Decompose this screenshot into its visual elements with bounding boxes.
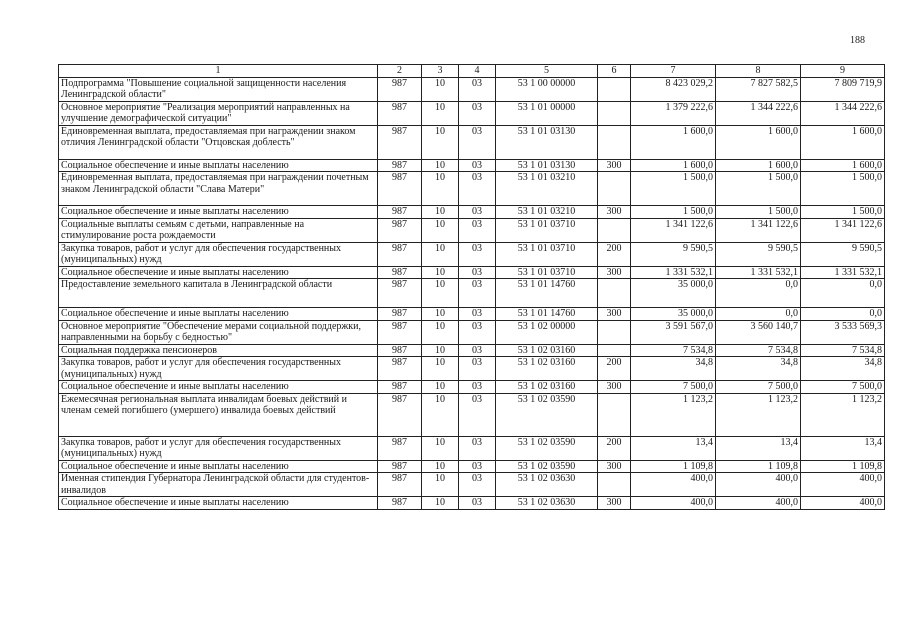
expense-type-cell: 300 — [598, 159, 631, 172]
subsection-code-cell: 03 — [459, 159, 496, 172]
column-header: 2 — [378, 65, 422, 78]
target-article-cell: 53 1 01 00000 — [496, 101, 598, 125]
ministry-code-cell: 987 — [378, 242, 422, 266]
column-header: 1 — [59, 65, 378, 78]
target-article-cell: 53 1 02 03160 — [496, 357, 598, 381]
amount-year3-cell: 1 123,2 — [801, 393, 885, 436]
section-code-cell: 10 — [422, 125, 459, 159]
expense-type-cell: 300 — [598, 206, 631, 219]
amount-year1-cell: 1 379 222,6 — [631, 101, 716, 125]
amount-year2-cell: 400,0 — [716, 497, 801, 510]
subsection-code-cell: 03 — [459, 497, 496, 510]
subsection-code-cell: 03 — [459, 308, 496, 321]
amount-year1-cell: 35 000,0 — [631, 308, 716, 321]
subsection-code-cell: 03 — [459, 460, 496, 473]
ministry-code-cell: 987 — [378, 125, 422, 159]
amount-year3-cell: 400,0 — [801, 497, 885, 510]
expense-type-cell — [598, 344, 631, 357]
subsection-code-cell: 03 — [459, 125, 496, 159]
target-article-cell: 53 1 01 03210 — [496, 206, 598, 219]
target-article-cell: 53 1 01 03210 — [496, 172, 598, 206]
row-name-cell: Социальная поддержка пенсионеров — [59, 344, 378, 357]
amount-year2-cell: 1 344 222,6 — [716, 101, 801, 125]
section-code-cell: 10 — [422, 320, 459, 344]
amount-year1-cell: 1 331 532,1 — [631, 266, 716, 279]
amount-year2-cell: 1 341 122,6 — [716, 218, 801, 242]
page-number: 188 — [850, 35, 865, 46]
row-name-cell: Основное мероприятие "Обеспечение мерами социальной поддержки, направленными на борьбу с бедностью" — [59, 320, 378, 344]
table-row — [59, 320, 885, 344]
amount-year3-cell: 34,8 — [801, 357, 885, 381]
expense-type-cell — [598, 393, 631, 436]
target-article-cell: 53 1 01 03130 — [496, 159, 598, 172]
amount-year2-cell: 1 500,0 — [716, 206, 801, 219]
subsection-code-cell: 03 — [459, 206, 496, 219]
amount-year2-cell: 0,0 — [716, 279, 801, 308]
amount-year2-cell: 34,8 — [716, 357, 801, 381]
table-row — [59, 460, 885, 473]
table-row — [59, 308, 885, 321]
table-row — [59, 159, 885, 172]
section-code-cell: 10 — [422, 357, 459, 381]
ministry-code-cell: 987 — [378, 308, 422, 321]
subsection-code-cell: 03 — [459, 266, 496, 279]
amount-year1-cell: 1 500,0 — [631, 172, 716, 206]
expense-type-cell — [598, 320, 631, 344]
amount-year1-cell: 1 500,0 — [631, 206, 716, 219]
subsection-code-cell: 03 — [459, 436, 496, 460]
subsection-code-cell: 03 — [459, 344, 496, 357]
table-row — [59, 101, 885, 125]
target-article-cell: 53 1 01 14760 — [496, 279, 598, 308]
amount-year3-cell: 0,0 — [801, 308, 885, 321]
row-name-cell: Социальное обеспечение и иные выплаты населению — [59, 460, 378, 473]
row-name-cell: Социальное обеспечение и иные выплаты населению — [59, 266, 378, 279]
expense-type-cell: 200 — [598, 436, 631, 460]
subsection-code-cell: 03 — [459, 320, 496, 344]
target-article-cell: 53 1 02 03160 — [496, 344, 598, 357]
row-name-cell: Социальное обеспечение и иные выплаты населению — [59, 159, 378, 172]
amount-year2-cell: 1 109,8 — [716, 460, 801, 473]
subsection-code-cell: 03 — [459, 101, 496, 125]
target-article-cell: 53 1 00 00000 — [496, 77, 598, 101]
ministry-code-cell: 987 — [378, 497, 422, 510]
subsection-code-cell: 03 — [459, 473, 496, 497]
subsection-code-cell: 03 — [459, 77, 496, 101]
expense-type-cell — [598, 218, 631, 242]
amount-year1-cell: 7 534,8 — [631, 344, 716, 357]
table-row — [59, 172, 885, 206]
amount-year3-cell: 1 500,0 — [801, 206, 885, 219]
section-code-cell: 10 — [422, 393, 459, 436]
target-article-cell: 53 1 02 03590 — [496, 460, 598, 473]
expense-type-cell — [598, 172, 631, 206]
amount-year1-cell: 1 600,0 — [631, 159, 716, 172]
ministry-code-cell: 987 — [378, 473, 422, 497]
amount-year3-cell: 1 600,0 — [801, 125, 885, 159]
table-row — [59, 393, 885, 436]
amount-year3-cell: 1 331 532,1 — [801, 266, 885, 279]
amount-year2-cell: 7 827 582,5 — [716, 77, 801, 101]
row-name-cell: Предоставление земельного капитала в Ленинградской области — [59, 279, 378, 308]
section-code-cell: 10 — [422, 436, 459, 460]
expense-type-cell — [598, 77, 631, 101]
target-article-cell: 53 1 02 03630 — [496, 473, 598, 497]
section-code-cell: 10 — [422, 101, 459, 125]
expense-type-cell: 200 — [598, 242, 631, 266]
subsection-code-cell: 03 — [459, 357, 496, 381]
column-header: 8 — [716, 65, 801, 78]
amount-year1-cell: 3 591 567,0 — [631, 320, 716, 344]
section-code-cell: 10 — [422, 206, 459, 219]
amount-year1-cell: 1 109,8 — [631, 460, 716, 473]
section-code-cell: 10 — [422, 77, 459, 101]
subsection-code-cell: 03 — [459, 242, 496, 266]
table-row — [59, 497, 885, 510]
table-row — [59, 357, 885, 381]
table-row — [59, 125, 885, 159]
amount-year3-cell: 1 341 122,6 — [801, 218, 885, 242]
table-row — [59, 344, 885, 357]
table-row — [59, 381, 885, 394]
section-code-cell: 10 — [422, 473, 459, 497]
amount-year2-cell: 1 500,0 — [716, 172, 801, 206]
amount-year2-cell: 7 500,0 — [716, 381, 801, 394]
column-header: 3 — [422, 65, 459, 78]
row-name-cell: Закупка товаров, работ и услуг для обеспечения государственных (муниципальных) нужд — [59, 357, 378, 381]
amount-year2-cell: 0,0 — [716, 308, 801, 321]
expense-type-cell — [598, 473, 631, 497]
amount-year2-cell: 3 560 140,7 — [716, 320, 801, 344]
target-article-cell: 53 1 02 03630 — [496, 497, 598, 510]
section-code-cell: 10 — [422, 172, 459, 206]
amount-year3-cell: 400,0 — [801, 473, 885, 497]
amount-year2-cell: 7 534,8 — [716, 344, 801, 357]
amount-year2-cell: 1 600,0 — [716, 159, 801, 172]
amount-year3-cell: 13,4 — [801, 436, 885, 460]
expense-type-cell — [598, 101, 631, 125]
row-name-cell: Ежемесячная региональная выплата инвалидам боевых действий и членам семей погибшего (умершего) инвалида боевых действий — [59, 393, 378, 436]
amount-year2-cell: 13,4 — [716, 436, 801, 460]
amount-year2-cell: 1 600,0 — [716, 125, 801, 159]
ministry-code-cell: 987 — [378, 320, 422, 344]
row-name-cell: Основное мероприятие "Реализация мероприятий направленных на улучшение демографической ситуации" — [59, 101, 378, 125]
table-row — [59, 473, 885, 497]
row-name-cell: Социальное обеспечение и иные выплаты населению — [59, 381, 378, 394]
row-name-cell: Социальные выплаты семьям с детьми, направленные на стимулирование роста рождаемости — [59, 218, 378, 242]
amount-year1-cell: 8 423 029,2 — [631, 77, 716, 101]
ministry-code-cell: 987 — [378, 77, 422, 101]
target-article-cell: 53 1 02 03160 — [496, 381, 598, 394]
amount-year1-cell: 34,8 — [631, 357, 716, 381]
expense-type-cell — [598, 279, 631, 308]
ministry-code-cell: 987 — [378, 159, 422, 172]
subsection-code-cell: 03 — [459, 279, 496, 308]
target-article-cell: 53 1 01 03710 — [496, 266, 598, 279]
table-row — [59, 77, 885, 101]
section-code-cell: 10 — [422, 460, 459, 473]
ministry-code-cell: 987 — [378, 101, 422, 125]
row-name-cell: Единовременная выплата, предоставляемая при награждении знаком отличия Ленинградской области "Отцовская доблесть" — [59, 125, 378, 159]
budget-table — [58, 64, 885, 510]
amount-year2-cell: 1 123,2 — [716, 393, 801, 436]
ministry-code-cell: 987 — [378, 393, 422, 436]
ministry-code-cell: 987 — [378, 206, 422, 219]
table-row — [59, 436, 885, 460]
row-name-cell: Закупка товаров, работ и услуг для обеспечения государственных (муниципальных) нужд — [59, 436, 378, 460]
header-row — [59, 65, 885, 78]
section-code-cell: 10 — [422, 159, 459, 172]
column-header: 7 — [631, 65, 716, 78]
amount-year1-cell: 35 000,0 — [631, 279, 716, 308]
amount-year1-cell: 1 123,2 — [631, 393, 716, 436]
ministry-code-cell: 987 — [378, 266, 422, 279]
amount-year1-cell: 9 590,5 — [631, 242, 716, 266]
column-header: 5 — [496, 65, 598, 78]
ministry-code-cell: 987 — [378, 460, 422, 473]
subsection-code-cell: 03 — [459, 393, 496, 436]
section-code-cell: 10 — [422, 242, 459, 266]
row-name-cell: Именная стипендия Губернатора Ленинградской области для студентов-инвалидов — [59, 473, 378, 497]
section-code-cell: 10 — [422, 279, 459, 308]
ministry-code-cell: 987 — [378, 381, 422, 394]
amount-year3-cell: 9 590,5 — [801, 242, 885, 266]
amount-year3-cell: 1 500,0 — [801, 172, 885, 206]
subsection-code-cell: 03 — [459, 381, 496, 394]
expense-type-cell: 300 — [598, 381, 631, 394]
row-name-cell: Единовременная выплата, предоставляемая при награждении почетным знаком Ленинградской области "Слава Матери" — [59, 172, 378, 206]
expense-type-cell: 200 — [598, 357, 631, 381]
amount-year2-cell: 9 590,5 — [716, 242, 801, 266]
expense-type-cell — [598, 125, 631, 159]
target-article-cell: 53 1 01 03710 — [496, 218, 598, 242]
ministry-code-cell: 987 — [378, 218, 422, 242]
column-header: 4 — [459, 65, 496, 78]
section-code-cell: 10 — [422, 218, 459, 242]
target-article-cell: 53 1 02 00000 — [496, 320, 598, 344]
amount-year1-cell: 1 600,0 — [631, 125, 716, 159]
section-code-cell: 10 — [422, 381, 459, 394]
amount-year3-cell: 1 600,0 — [801, 159, 885, 172]
column-header: 6 — [598, 65, 631, 78]
table-row — [59, 279, 885, 308]
amount-year3-cell: 7 500,0 — [801, 381, 885, 394]
target-article-cell: 53 1 02 03590 — [496, 436, 598, 460]
amount-year1-cell: 400,0 — [631, 473, 716, 497]
section-code-cell: 10 — [422, 344, 459, 357]
ministry-code-cell: 987 — [378, 344, 422, 357]
subsection-code-cell: 03 — [459, 218, 496, 242]
amount-year2-cell: 1 331 532,1 — [716, 266, 801, 279]
expense-type-cell: 300 — [598, 266, 631, 279]
section-code-cell: 10 — [422, 266, 459, 279]
amount-year3-cell: 0,0 — [801, 279, 885, 308]
table-row — [59, 266, 885, 279]
ministry-code-cell: 987 — [378, 172, 422, 206]
amount-year3-cell: 1 344 222,6 — [801, 101, 885, 125]
table-row — [59, 218, 885, 242]
amount-year3-cell: 7 809 719,9 — [801, 77, 885, 101]
expense-type-cell: 300 — [598, 497, 631, 510]
row-name-cell: Социальное обеспечение и иные выплаты населению — [59, 308, 378, 321]
row-name-cell: Социальное обеспечение и иные выплаты населению — [59, 497, 378, 510]
target-article-cell: 53 1 02 03590 — [496, 393, 598, 436]
table-row — [59, 206, 885, 219]
amount-year3-cell: 3 533 569,3 — [801, 320, 885, 344]
amount-year1-cell: 7 500,0 — [631, 381, 716, 394]
expense-type-cell: 300 — [598, 308, 631, 321]
amount-year2-cell: 400,0 — [716, 473, 801, 497]
row-name-cell: Социальное обеспечение и иные выплаты населению — [59, 206, 378, 219]
amount-year1-cell: 1 341 122,6 — [631, 218, 716, 242]
ministry-code-cell: 987 — [378, 357, 422, 381]
amount-year1-cell: 400,0 — [631, 497, 716, 510]
column-header: 9 — [801, 65, 885, 78]
ministry-code-cell: 987 — [378, 279, 422, 308]
amount-year3-cell: 7 534,8 — [801, 344, 885, 357]
target-article-cell: 53 1 01 03130 — [496, 125, 598, 159]
row-name-cell: Закупка товаров, работ и услуг для обеспечения государственных (муниципальных) нужд — [59, 242, 378, 266]
subsection-code-cell: 03 — [459, 172, 496, 206]
section-code-cell: 10 — [422, 497, 459, 510]
expense-type-cell: 300 — [598, 460, 631, 473]
section-code-cell: 10 — [422, 308, 459, 321]
table-row — [59, 242, 885, 266]
target-article-cell: 53 1 01 03710 — [496, 242, 598, 266]
ministry-code-cell: 987 — [378, 436, 422, 460]
amount-year3-cell: 1 109,8 — [801, 460, 885, 473]
amount-year1-cell: 13,4 — [631, 436, 716, 460]
target-article-cell: 53 1 01 14760 — [496, 308, 598, 321]
row-name-cell: Подпрограмма "Повышение социальной защищенности населения Ленинградской области" — [59, 77, 378, 101]
